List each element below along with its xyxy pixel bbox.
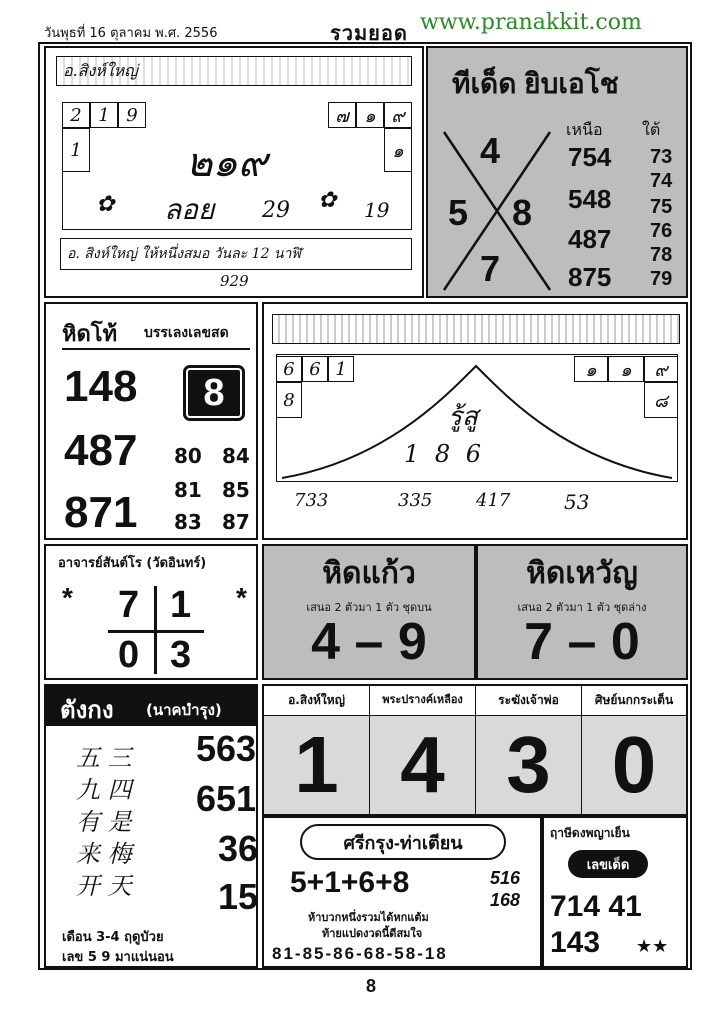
yib-bot-5: 79 [650,268,673,290]
sanro-star-left: * [62,582,73,613]
yib-col-top-label: เหนือ [566,120,603,139]
box2-center-word: รู้สู [448,402,478,432]
tangkong-title: ตังกง [60,697,114,724]
yib-x-left: 5 [448,192,469,233]
tangkong-num-1: 651 [196,778,257,819]
tangkong-subtitle: (นาคบำรุง) [146,701,222,719]
box-hidtho [44,302,258,540]
tangkong-chinese-0: 五 三 [76,744,132,772]
srikrung-series: 81-85-86-68-58-18 [272,944,448,963]
sanro-hline [108,630,204,633]
box2-left-single: 8 [276,382,302,418]
hidtho-pair-4: 83 [174,510,202,534]
box-singyai [44,46,424,298]
yib-x-bottom: 7 [480,248,501,289]
hidwan-subtitle: เสนอ 2 ตัวมา 1 ตัว ชุดล่าง [517,601,647,614]
box-tangkong [44,684,258,968]
four-digit-2: 3 [476,716,582,814]
four-digit-3: 0 [611,720,657,809]
yib-title: ทีเด็ด ยิบเอโช [452,68,619,99]
four-label-2: ระฆังเจ้าพ่อ [476,686,582,716]
yib-top-3: 875 [568,262,612,292]
box1-tr-1: ๑ [356,102,384,128]
header-site[interactable]: www.pranakkit.com [420,10,642,35]
yib-top-2: 487 [568,224,612,254]
yib-bot-0: 73 [650,146,673,168]
four-digit-0: 1 [264,716,370,814]
box2-bottom-2: 417 [476,490,511,511]
hidkaew-title: หิดแก้ว [322,557,416,590]
tangkong-num-3: 15 [218,876,259,917]
srikrung-side-b: 168 [490,890,521,910]
sanro-title: อาจารย์สันต์โร (วัดอินทร์) [58,556,207,571]
hidtho-pair-3: 85 [222,478,250,502]
hidkaew-subtitle: เสนอ 2 ตัวมา 1 ตัว ชุดบน [306,601,432,614]
box2-banner [272,314,680,344]
box-yib [426,46,688,298]
yib-col-bottom-label: ใต้ [642,120,661,139]
box1-tl-0: 2 [62,102,90,128]
box-hidwan [476,544,688,680]
box2-right-single: ๘ [644,382,678,418]
box2-tl-0: 6 [276,356,302,382]
box1-tl-1: 1 [90,102,118,128]
hidwan-value: 7 – 0 [524,613,640,671]
yib-top-0: 754 [568,142,612,172]
box2-tr-2: ๙ [644,356,678,382]
hidtho-num-0: 148 [64,362,138,411]
flower-icon: ✿ [318,188,337,213]
box2-center-number: 1 8 6 [404,440,486,468]
tangkong-num-2: 36 [218,828,259,869]
yib-x-top: 4 [480,130,501,171]
header-logo: รวมยอด [330,23,408,45]
yib-bot-4: 78 [650,244,673,266]
ruesi-line2: 143 [550,926,601,959]
box1-right-single: ๑ [384,128,412,172]
box2-tr-0: ๑ [574,356,608,382]
box1-loi-a: 29 [262,198,290,223]
box2-tl-2: 1 [328,356,354,382]
tangkong-chinese-4: 开 天 [76,872,132,900]
box-srikrung [262,816,542,968]
srikrung-formula: 5+1+6+8 [290,866,410,899]
four-digit-1: 4 [370,716,476,814]
sanro-star-right: * [236,582,247,613]
hidtho-pair-2: 81 [174,478,202,502]
tangkong-footer1: เดือน 3-4 ฤดูบัวย [62,930,164,945]
ruesi-badge: เลขเด็ด [568,850,648,878]
box2-bottom-0: 733 [294,490,329,511]
hidtho-subtitle: บรรเลงเลขสด [144,325,229,341]
tangkong-num-0: 563 [196,728,257,769]
tangkong-chinese-1: 九 四 [76,776,132,804]
srikrung-note2: ท้ายแปดงวดนี้ดีสมใจ [322,927,423,940]
box1-main-number: ๒๑๙ [186,140,268,186]
box2-bottom-1: 335 [398,490,433,511]
box2-tl-1: 6 [302,356,328,382]
four-label-0: อ.สิงห์ใหญ่ [264,686,370,716]
sanro-bottom-0: 0 [118,634,140,676]
yib-top-1: 548 [568,184,612,214]
star-icon: ★★ [636,936,669,957]
yib-bot-3: 76 [650,220,673,242]
srikrung-title: ศรีกรุง-ท่าเตียน [300,824,506,860]
hidtho-pair-5: 87 [222,510,250,534]
srikrung-side-a: 516 [490,868,521,888]
box1-tr-0: ๗ [328,102,356,128]
ruesi-title: ฤาษีดงพญาเย็น [550,826,630,840]
sanro-top-0: 7 [118,584,140,626]
box1-tl-2: 9 [118,102,146,128]
page-number: 8 [366,976,377,996]
four-label-3: ศิษย์นกกระเต็น [582,686,686,716]
header-date: วันพุธที่ 16 ตุลาคม พ.ศ. 2556 [44,26,218,41]
tangkong-chinese-2: 有 是 [76,808,132,836]
box1-tr-2: ๙ [384,102,412,128]
tangkong-footer2: เลข 5 9 มาแน่นอน [62,950,174,965]
box1-caption-number: 929 [220,272,249,290]
box-hidkaew [262,544,476,680]
hidtho-num-1: 487 [64,426,138,475]
yib-bot-1: 74 [650,170,673,192]
hidtho-underline [62,348,250,350]
sanro-top-1: 1 [170,584,192,626]
box1-loi-label: ลอย [164,193,215,226]
hidtho-pair-1: 84 [222,444,250,468]
box2-tr-1: ๑ [608,356,644,382]
hidtho-num-2: 871 [64,488,138,537]
hidtho-title: หิดโท้ [62,321,118,346]
box-sanro [44,544,258,680]
box1-banner: อ.สิงห์ใหญ่ [56,56,412,86]
hidtho-badge: 8 [186,368,242,418]
hidwan-title: หิดเหวัญ [526,557,638,590]
box2-bottom-3: 53 [564,490,590,514]
sanro-bottom-1: 3 [170,634,192,676]
box1-loi-b: 19 [364,198,390,222]
box-four [262,684,688,816]
tangkong-chinese-3: 来 梅 [76,840,132,868]
hidkaew-value: 4 – 9 [311,613,427,671]
srikrung-note1: ห้าบวกหนึ่งรวมได้หกแต้ม [308,911,429,924]
box-ruesi [542,816,688,968]
yib-bot-2: 75 [650,196,673,218]
ruesi-line1: 714 41 [550,890,642,923]
four-label-1: พระปรางค์เหลือง [370,686,476,716]
box1-caption: อ. สิงห์ใหญ่ ให้หนึ่งสมอ วันละ 12 นาฬิ [60,238,412,270]
box1-left-single: 1 [62,128,90,172]
yib-x-right: 8 [512,192,533,233]
box-mountain [262,302,688,540]
flower-icon: ✿ [96,192,115,217]
hidtho-pair-0: 80 [174,444,202,468]
